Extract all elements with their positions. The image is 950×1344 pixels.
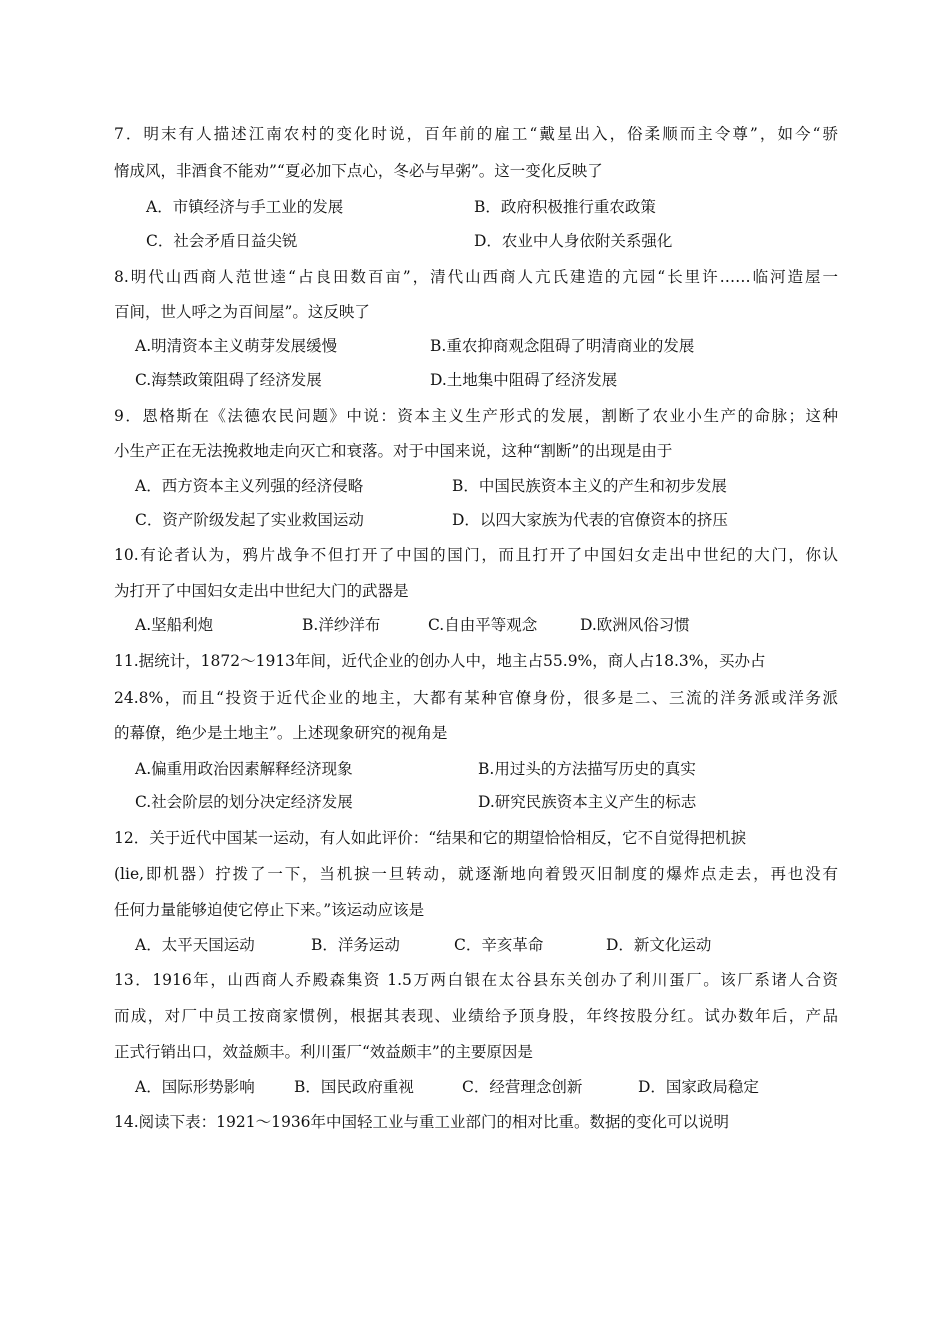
q12-option-d: D．新文化运动 [606, 936, 712, 954]
q7-option-c: C．社会矛盾日益尖锐 [146, 232, 298, 250]
q9-line-1: 9．恩格斯在《法德农民问题》中说：资本主义生产形式的发展，割断了农业小生产的命脉；这种 [114, 407, 838, 425]
q13-line-1: 13．1916年，山西商人乔殿森集资 1.5万两白银在太谷县东关创办了利川蛋厂。该厂系诸人合资 [114, 971, 838, 989]
q8-option-c: C.海禁政策阻碍了经济发展 [135, 371, 322, 389]
q10-option-a: A.坚船利炮 [135, 616, 214, 634]
q11-option-c: C.社会阶层的划分决定经济发展 [135, 793, 353, 811]
q13-line-3: 正式行销出口，效益颇丰。利川蛋厂“效益颇丰”的主要原因是 [114, 1043, 533, 1061]
q10-option-c: C.自由平等观念 [428, 616, 538, 634]
q13-option-d: D．国家政局稳定 [638, 1078, 759, 1096]
q12-option-c: C．辛亥革命 [454, 936, 544, 954]
q9-line-2: 小生产正在无法挽救地走向灭亡和衰落。对于中国来说，这种“割断”的出现是由于 [114, 442, 673, 460]
q11-line-3: 的幕僚，绝少是土地主”。上述现象研究的视角是 [114, 724, 448, 742]
q11-line-2: 24.8%，而且“投资于近代企业的地主，大都有某种官僚身份，很多是二、三流的洋务派或洋务派 [114, 689, 838, 707]
q13-option-b: B．国民政府重视 [294, 1078, 414, 1096]
q12-option-b: B．洋务运动 [311, 936, 400, 954]
q14-line-1: 14.阅读下表：1921～1936年中国轻工业与重工业部门的相对比重。数据的变化可以说明 [114, 1113, 730, 1131]
q9-option-b: B．中国民族资本主义的产生和初步发展 [452, 477, 727, 495]
q8-option-d: D.土地集中阻碍了经济发展 [430, 371, 618, 389]
q10-line-2: 为打开了中国妇女走出中世纪大门的武器是 [114, 582, 409, 600]
q7-line-1: 7．明末有人描述江南农村的变化时说，百年前的雇工“戴星出入，俗柔顺而主令尊”，如今“骄 [114, 125, 838, 143]
q7-line-2: 惰成风，非酒食不能劝”“夏必加下点心，冬必与早粥”。这一变化反映了 [114, 162, 603, 180]
q7-option-d: D．农业中人身依附关系强化 [474, 232, 673, 250]
q12-line-1: 12．关于近代中国某一运动，有人如此评价：“结果和它的期望恰恰相反，它不自觉得把机捩 [114, 829, 747, 847]
q9-option-d: D．以四大家族为代表的官僚资本的挤压 [452, 511, 728, 529]
q9-option-c: C．资产阶级发起了实业救国运动 [135, 511, 364, 529]
q10-line-1: 10.有论者认为，鸦片战争不但打开了中国的国门，而且打开了中国妇女走出中世纪的大门，你认 [114, 546, 838, 564]
q11-option-d: D.研究民族资本主义产生的标志 [478, 793, 697, 811]
q12-line-2: (lie,即机器）拧拨了一下，当机捩一旦转动，就逐渐地向着毁灭旧制度的爆炸点走去，再也没有 [114, 865, 838, 883]
q12-line-3: 任何力量能够迫使它停止下来。”该运动应该是 [114, 901, 425, 919]
q7-option-b: B．政府积极推行重农政策 [474, 198, 656, 216]
q11-option-b: B.用过头的方法描写历史的真实 [478, 760, 696, 778]
q7-option-a: A．市镇经济与手工业的发展 [146, 198, 344, 216]
q13-line-2: 而成，对厂中员工按商家惯例，根据其表现、业绩给予顶身股，年终按股分红。试办数年后，产品 [114, 1007, 838, 1025]
q13-option-c: C．经营理念创新 [462, 1078, 583, 1096]
q8-line-1: 8.明代山西商人范世逵“占良田数百亩”，清代山西商人亢氏建造的亢园“长里许……临河造屋一 [114, 268, 838, 286]
q10-option-b: B.洋纱洋布 [302, 616, 381, 634]
q10-option-d: D.欧洲风俗习惯 [580, 616, 690, 634]
q12-option-a: A．太平天国运动 [135, 936, 255, 954]
q8-option-b: B.重农抑商观念阻碍了明清商业的发展 [430, 337, 695, 355]
q11-line-1: 11.据统计，1872～1913年间，近代企业的创办人中，地主占55.9%，商人占18.3%，买办占 [114, 652, 766, 670]
q11-option-a: A.偏重用政治因素解释经济现象 [135, 760, 353, 778]
q8-line-2: 百间，世人呼之为百间屋”。这反映了 [114, 303, 370, 321]
q8-option-a: A.明清资本主义萌芽发展缓慢 [135, 337, 338, 355]
q13-option-a: A．国际形势影响 [135, 1078, 255, 1096]
q9-option-a: A．西方资本主义列强的经济侵略 [135, 477, 364, 495]
